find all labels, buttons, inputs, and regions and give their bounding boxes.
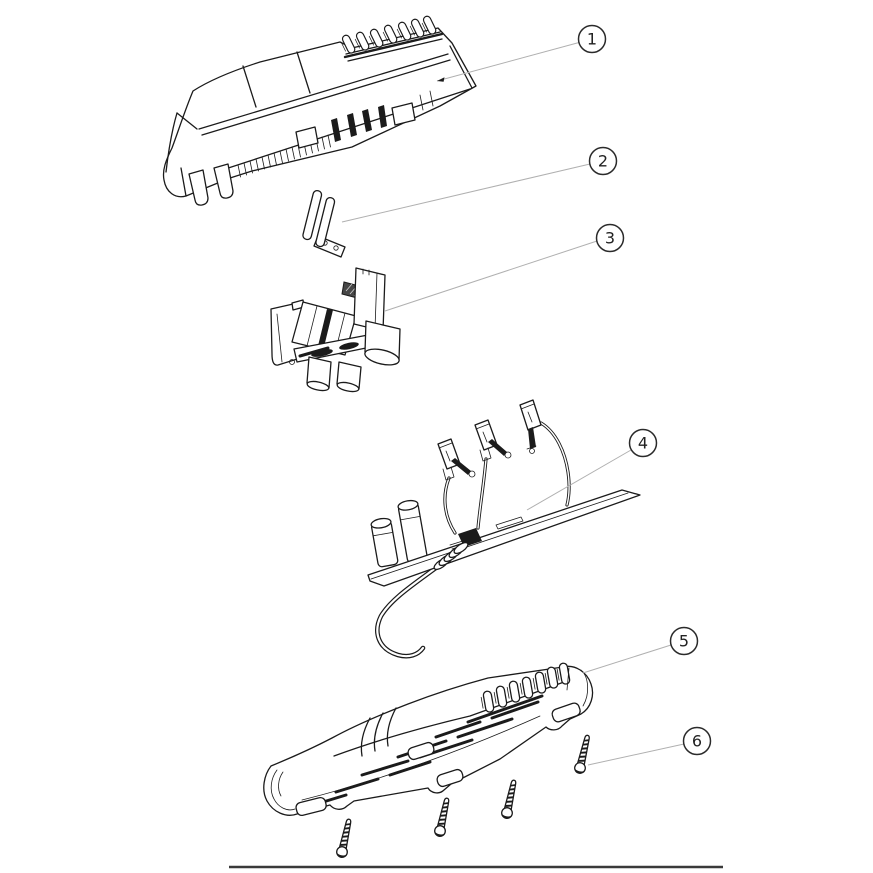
callouts [579,26,711,755]
screw [501,779,519,819]
terminal-clip [520,400,541,454]
part-2-contact-pins [302,190,345,257]
callout-6 [684,728,711,755]
leader-lines [342,43,684,766]
part-4-board-assembly [368,400,640,656]
terminal-clip [475,420,511,461]
screw [574,734,593,774]
callout-6-label: 6 [691,731,703,751]
callout-5-label: 5 [678,631,690,651]
screw [336,818,354,858]
leader-line-2 [342,164,590,222]
callout-1-label: 1 [586,29,598,49]
callout-2-label: 2 [597,151,609,171]
part-3-plug-module [271,268,401,393]
terminal-clip [438,439,475,480]
callout-4-label: 4 [637,433,649,453]
leader-line-6 [588,744,684,765]
callout-5 [671,628,698,655]
leader-line-3 [385,241,597,311]
leader-line-5 [583,645,671,673]
callout-3 [597,225,624,252]
screw [434,797,452,837]
callout-3-label: 3 [604,228,616,248]
callout-4 [630,430,657,457]
part-1-upper-housing [163,15,476,205]
callout-1 [579,26,606,53]
callout-2 [590,148,617,175]
guide-posts [370,499,427,567]
part-5-lower-housing [264,663,593,817]
